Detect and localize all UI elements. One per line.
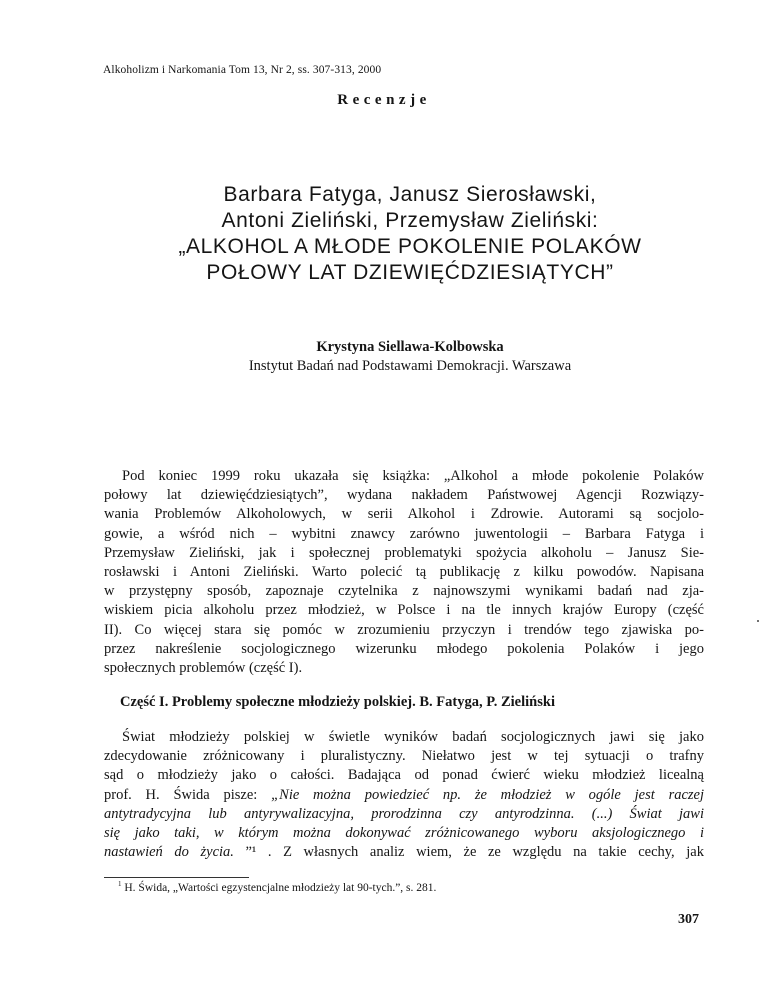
paragraph-line: sąd o młodzieży jako o całości. Badająca od ponad ćwierć wieku młodzież licealną xyxy=(104,767,704,784)
footnote-text: H. Świda, „Wartości egzystencjalne młodzieży lat 90-tych.”, s. 281. xyxy=(124,881,437,894)
intro-paragraph xyxy=(104,467,704,678)
paragraph-line: wiskiem picia alkoholu przez młodzież, w Polsce i na tle innych krajów Europy (część xyxy=(104,602,704,619)
book-title-line: „ALKOHOL A MŁODE POKOLENIE POLAKÓW xyxy=(178,235,642,258)
paragraph-line: w przystępny sposób, zapoznaje czytelnika z najnowszymi wynikami badań nad zja- xyxy=(104,583,704,600)
book-title-line: POŁOWY LAT DZIEWIĘĆDZIESIĄTYCH” xyxy=(206,261,614,284)
quote-tail: ”¹ . Z własnych analiz wiem, że ze względu na takie cechy, jak xyxy=(233,844,704,861)
quote-lead: prof. H. Świda pisze: xyxy=(104,786,272,803)
quote-text: się jako taki, w którym można dokonywać zróżnicowanego wyboru aksjologicznego i xyxy=(104,825,704,842)
section-heading: Część I. Problemy społeczne młodzieży polskiej. B. Fatyga, P. Zieliński xyxy=(120,694,555,710)
page-number: 307 xyxy=(678,912,699,927)
author-affiliation: Instytut Badań nad Podstawami Demokracji. Warszawa xyxy=(248,358,572,374)
paragraph-line: społecznych problemów (część I). xyxy=(104,660,303,677)
paragraph-line xyxy=(104,824,704,843)
quote-text: „Nie można powiedzieć np. że młodzież w ogóle jest raczej xyxy=(271,786,705,803)
paragraph-line xyxy=(104,843,704,862)
paragraph-line: II). Co więcej stara się pomóc w zrozumieniu przyczyn i trendów tego zjawiska po- xyxy=(104,621,704,638)
paragraph-line: rosławski i Antoni Zieliński. Warto polecić tą publikację z kilku powodów. Napisana xyxy=(104,564,704,581)
paragraph-line: połowy lat dziewięćdziesiątych”, wydana nakładem Państwowej Agencji Rozwiązy- xyxy=(104,487,704,504)
paragraph-line: przez nakreślenie socjologicznego wizerunku młodego pokolenia Polaków i jego xyxy=(104,640,704,657)
paragraph-line: zdecydowanie zróżnicowany i pluralistyczny. Niełatwo jest w tej sytuacji o trafny xyxy=(104,748,704,765)
part1-paragraph xyxy=(104,728,704,862)
paragraph-line xyxy=(104,786,704,805)
book-title xyxy=(0,182,768,286)
paragraph-line xyxy=(104,805,704,824)
paragraph-line: Świat młodzieży polskiej w świetle wyników badań socjologicznych jawi się jako xyxy=(122,729,704,745)
book-title-line: Antoni Zieliński, Przemysław Zieliński: xyxy=(221,209,599,232)
footnote-mark: 1 xyxy=(118,880,122,888)
section-label: Recenzje xyxy=(337,92,431,108)
quote-text: nastawień do życia. xyxy=(104,844,234,861)
review-author: Krystyna Siellawa-Kolbowska xyxy=(316,339,504,355)
paragraph-line: wania Problemów Alkoholowych, w serii Alkohol i Zdrowie. Autorami są socjolo- xyxy=(104,506,704,523)
scan-speck xyxy=(757,620,759,622)
quote-text: antytradycyjna lub antyrywalizacyjna, prorodzinna czy antyrodzinna. (...) Świat jawi xyxy=(104,805,704,822)
footnote-divider xyxy=(104,877,249,878)
footnote xyxy=(118,880,436,894)
paragraph-line: Przemysław Zieliński, jak i społecznej problematyki spożycia alkoholu – Janusz Sie- xyxy=(104,544,704,561)
book-title-line: Barbara Fatyga, Janusz Sierosławski, xyxy=(223,183,597,206)
running-head: Alkoholizm i Narkomania Tom 13, Nr 2, ss. 307-313, 2000 xyxy=(103,64,382,76)
paragraph-line: Pod koniec 1999 roku ukazała się książka: „Alkohol a młode pokolenie Polaków xyxy=(122,468,704,484)
paragraph-line: gowie, a wśród nich – wybitni znawcy zarówno juwentologii – Barbara Fatyga i xyxy=(104,525,704,542)
